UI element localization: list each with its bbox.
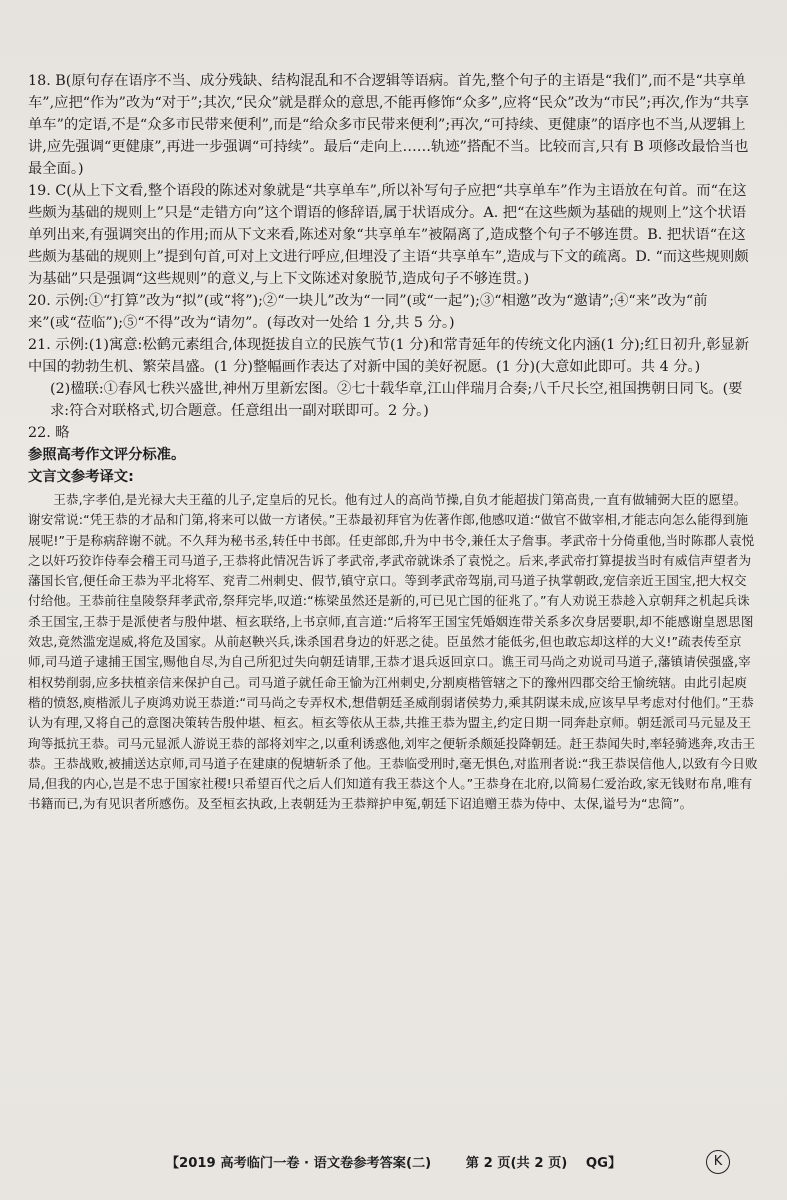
footer-label: 【2019 高考临门一卷 · 语文卷参考答案(二) <box>165 1156 432 1171</box>
answer-18: 18. B(原句存在语序不当、成分残缺、结构混乱和不合逻辑等语病。首先,整个句子的主语是“我们”,而不是“共享单车”,应把“作为”改为“对于”;其次,“民众”就是群众的意思,不能再修饰“众多”,应将“民众”改为“市民”;再次,作为“共享单车”的定语,不是“众多市民带来便利”,而是“给众多市民带来便利”;再次,“可持续、更健康”的语序也不当,从逻辑上讲,应先强调“更健康”,再进一步强调“可持续”。最后“走向上……轨迹”搭配不当。比较而言,只有 B 项修改最恰当也最全面。) <box>28 73 749 177</box>
answer-22: 22. 略 <box>28 425 70 441</box>
circled-k-mark: K <box>706 1150 730 1174</box>
answers-content <box>28 70 758 815</box>
footer-code: QG】 <box>585 1156 622 1171</box>
translation-text: 王恭,字孝伯,是光禄大夫王蕴的儿子,定皇后的兄长。他有过人的高尚节操,自负才能超拔门第高贵,一直有做辅弼大臣的愿望。谢安常说:“凭王恭的才品和门第,将来可以做一方诸侯。”王恭最初拜官为佐著作郎,他感叹道:“做官不做宰相,才能志向怎么能得到施展呢!”于是称病辞谢不就。不久拜为秘书丞,转任中书郎。任吏部郎,升为中书令,兼任太子詹事。孝武帝十分倚重他,当时陈郡人袁悦之以奸巧狡诈侍奉会稽王司马道子,王恭将此情况告诉了孝武帝,孝武帝就诛杀了袁悦之。后来,孝武帝打算提拔当时有威信声望者为藩国长官,便任命王恭为平北将军、兖青二州刺史、假节,镇守京口。等到孝武帝驾崩,司马道子执掌朝政,宠信亲近王国宝,把大权交付给他。王恭前往皇陵祭拜孝武帝,祭拜完毕,叹道:“栋梁虽然还是新的,可已见亡国的征兆了。”有人劝说王恭趁入京朝拜之机起兵诛杀王国宝,王恭于是派使者与殷仲堪、桓玄联络,上书京师,直言道:“后将军王国宝凭婚姻连带关系多次身居要职,却不能感谢皇恩思图效忠,竟然滥宠逞威,将危及国家。从前赵鞅兴兵,诛杀国君身边的奸恶之徒。臣虽然才能低劣,但也敢忘却这样的大义!”疏表传至京师,司马道子逮捕王国宝,赐他自尽,为自己所犯过失向朝廷请罪,王恭才退兵返回京口。谯王司马尚之劝说司马道子,藩镇请侯强盛,宰相权势削弱,应多扶植亲信来保护自己。司马道子就任命王愉为江州刺史,分割庾楷管辖之下的豫州四郡交给王愉统辖。由此引起庾楷的愤怒,庾楷派儿子庾鸿劝说王恭道:“司马尚之专弄权术,想借朝廷圣威削弱诸侯势力,乘其阴谋未成,应该早早考虑对付他们。”王恭认为有理,又将自己的意图决策转告殷仲堪、桓玄。桓玄等依从王恭,共推王恭为盟主,约定日期一同奔赴京师。朝廷派司马元显及王珣等抵抗王恭。司马元显派人游说王恭的部将刘牢之,以重利诱惑他,刘牢之便斩杀颇延投降朝廷。赶王恭闻失时,率轻骑逃奔,攻击王恭。王恭战败,被捕送达京师,司马道子在建康的倪塘斩杀了他。王恭临受刑时,毫无惧色,对监刑者说:“我王恭误信他人,以致有今日败局,但我的内心,岂是不忠于国家社稷!只希望百代之后人们知道有我王恭这个人。”王恭身在北府,以简易仁爱治政,家无钱财布帛,唯有书籍而已,为有见识者所感伤。及至桓玄执政,上表朝廷为王恭辩护申冤,朝廷下诏追赠王恭为侍中、太保,谥号为“忠简”。 <box>28 492 758 812</box>
essay-standard-heading: 参照高考作文评分标准。 <box>28 447 186 463</box>
page-footer <box>0 1152 787 1171</box>
answer-21-part-2: (2)楹联:①春风七秩兴盛世,神州万里新宏图。②七十载华章,江山伴瑞月合奏;八千尺长空,祖国携朝日同飞。(要求:符合对联格式,切合题意。任意组出一副对联即可。2 分。) <box>50 381 743 419</box>
footer-page-number: 第 2 页(共 2 页) <box>465 1156 568 1171</box>
translation-heading: 文言文参考译文: <box>28 469 134 485</box>
answer-20: 20. 示例:①“打算”改为“拟”(或“将”);②“一块儿”改为“一同”(或“一起”);③“相邀”改为“邀请”;④“来”改为“前来”(或“莅临”);⑤“不得”改为“请勿”。(每改对一处给 1 分,共 5 分。) <box>28 293 708 331</box>
answer-21: 21. 示例:(1)寓意:松鹤元素组合,体现挺拔自立的民族气节(1 分)和常青延年的传统文化内涵(1 分);红日初升,彰显新中国的勃勃生机、繁荣昌盛。(1 分)整幅画作表达了对新中国的美好祝愿。(1 分)(大意如此即可。共 4 分。) <box>28 337 750 375</box>
answer-19: 19. C(从上下文看,整个语段的陈述对象就是“共享单车”,所以补写句子应把“共享单车”作为主语放在句首。而“在这些颇为基础的规则上”只是“走错方向”这个谓语的修辞语,属于状语成分。A. 把“在这些颇为基础的规则上”这个状语单列出来,有强调突出的作用;而从下文来看,陈述对象“共享单车”被隔离了,造成整个句子不够连贯。B. 把状语“在这些颇为基础的规则上”提到句首,可对上文进行呼应,但埋没了主语“共享单车”,造成与下文的疏离。D. “而这些规则颇为基础”只是强调“这些规则”的意义,与上下文陈述对象脱节,造成句子不够连贯。) <box>28 183 749 287</box>
